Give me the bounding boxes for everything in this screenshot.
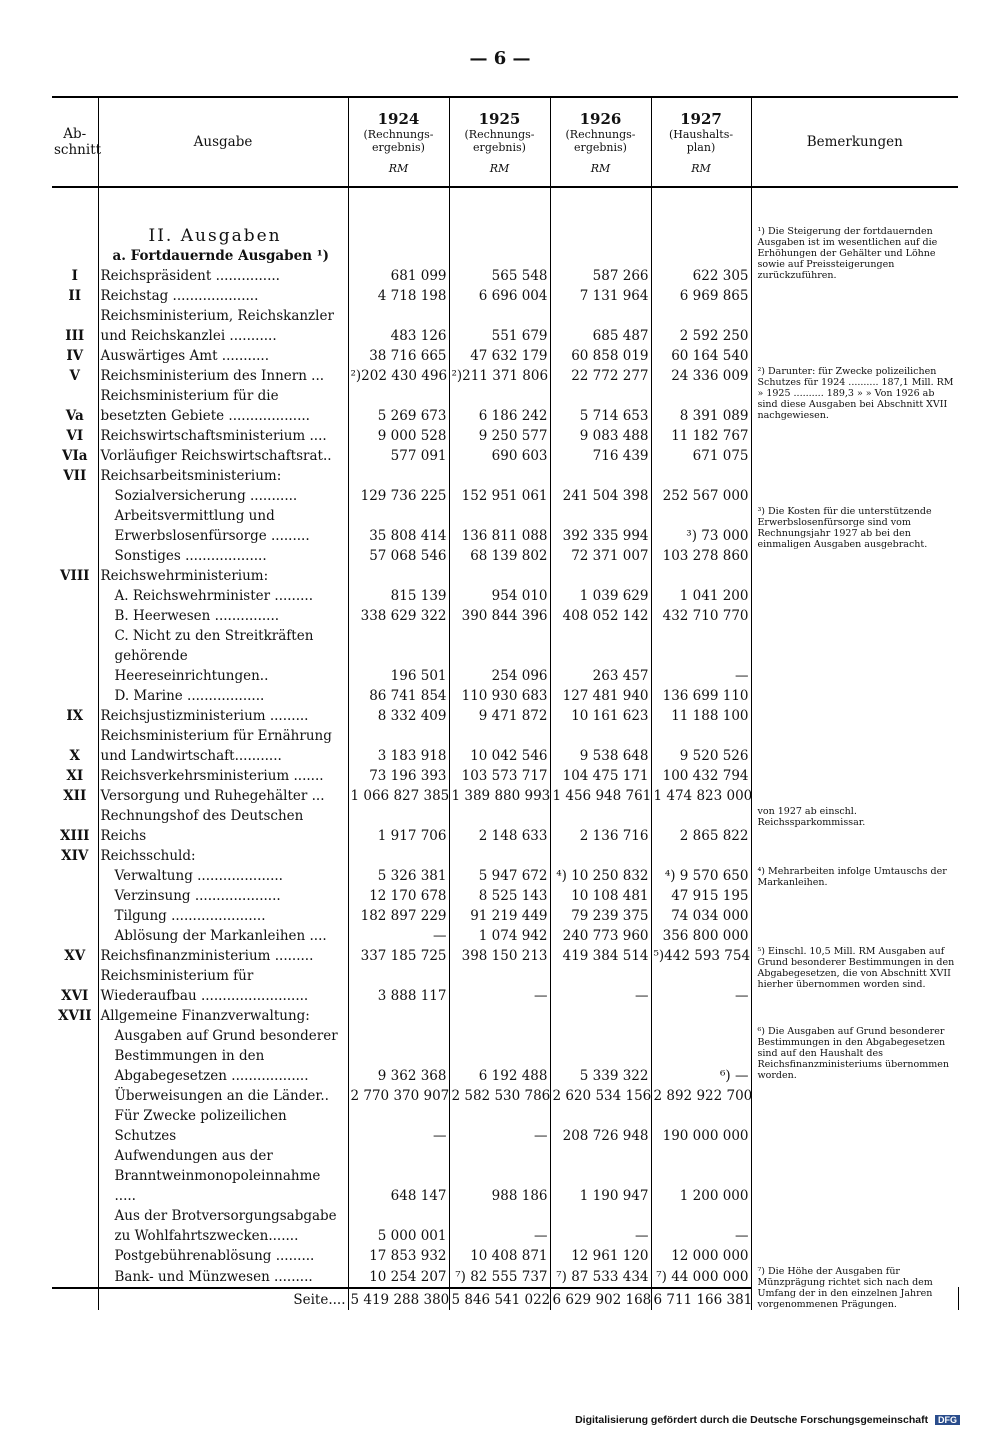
section-number: VIII (60, 568, 90, 584)
total-1925: 5 846 541 022 (449, 1288, 550, 1310)
remark-5: ⁵) Einschl. 10,5 Mill. RM Ausgaben auf Grund besonderer Bestimmungen in den Abgabegesetzen, die von Abschnitt XVII hierher übernommen worden sind. (751, 946, 958, 1026)
value-1927: 190 000 000 (651, 1106, 751, 1146)
value-1925: 91 219 449 (449, 906, 550, 926)
row-label: Vorläufiger Reichswirtschaftsrat.. (98, 446, 348, 466)
value-1924: 17 853 932 (348, 1246, 449, 1266)
value-1924: 86 741 854 (348, 686, 449, 706)
value-1927 (651, 846, 751, 866)
row-label: C. Nicht zu den Streitkräften gehörende Heereseinrichtungen.. (98, 626, 348, 686)
section-number (52, 1086, 98, 1106)
value-1924: 577 091 (348, 446, 449, 466)
value-1924: 9 000 528 (348, 426, 449, 446)
row-label: Reichsministerium für Wiederaufbau ......................... (98, 966, 348, 1006)
section-number: XIII (60, 828, 90, 844)
value-1927: 103 278 860 (651, 546, 751, 566)
remark-13: von 1927 ab einschl. Reichssparkommissar. (751, 806, 958, 846)
value-1925: 5 947 672 (449, 866, 550, 886)
section-number (52, 1146, 98, 1206)
section-number: XII (63, 788, 87, 804)
section-number (52, 886, 98, 906)
row-label: Arbeitsvermittlung und Erwerbslosenfürsorge ......... (98, 506, 348, 546)
value-1924: ²)202 430 496 (348, 366, 449, 386)
value-1924: 73 196 393 (348, 766, 449, 786)
value-1927: 11 182 767 (651, 426, 751, 446)
value-1924: 129 736 225 (348, 486, 449, 506)
value-1927: 1 041 200 (651, 586, 751, 606)
remark-2: ²) Darunter: für Zwecke polizeilichen Schutzes für 1924 .......... 187,1 Mill. RM » 1925 .......... 189,3 » » Von 1926 ab sind diese Ausgaben bei Abschnitt XVII nachgewiesen. (751, 366, 958, 506)
row-label: Reichsministerium, Reichskanzler und Reichskanzlei ........... (98, 306, 348, 346)
value-1926: — (550, 1206, 651, 1246)
value-1927: 6 969 865 (651, 286, 751, 306)
value-1927: — (651, 966, 751, 1006)
value-1925 (449, 1006, 550, 1026)
value-1924: 815 139 (348, 586, 449, 606)
total-1924: 5 419 288 380 (348, 1288, 449, 1310)
dfg-logo: DFG (935, 1415, 960, 1425)
table-row (52, 286, 958, 306)
row-label: Aufwendungen aus der Branntweinmonopoleinnahme ..... (98, 1146, 348, 1206)
value-1926: 79 239 375 (550, 906, 651, 926)
value-1925: 954 010 (449, 586, 550, 606)
value-1924: 1 917 706 (348, 806, 449, 846)
section-number: X (69, 748, 80, 764)
value-1926: ⁷) 87 533 434 (550, 1266, 651, 1288)
value-1927: 1 200 000 (651, 1146, 751, 1206)
value-1926: 12 961 120 (550, 1246, 651, 1266)
header-year-1926: 1926 (Rechnungs- ergebnis) RM (550, 97, 651, 187)
value-1925: ⁷) 82 555 737 (449, 1266, 550, 1288)
section-number: VI (66, 428, 84, 444)
value-1924: 57 068 546 (348, 546, 449, 566)
value-1924: 8 332 409 (348, 706, 449, 726)
value-1927: 12 000 000 (651, 1246, 751, 1266)
table-row (52, 306, 958, 346)
table-row (52, 1206, 958, 1246)
section-number: VIa (61, 448, 88, 464)
value-1925: 390 844 396 (449, 606, 550, 626)
value-1925: 68 139 802 (449, 546, 550, 566)
section-number: XVII (57, 1008, 92, 1024)
row-label: Reichsministerium für Ernährung und Landwirtschaft........... (98, 726, 348, 766)
header-abschnitt: Ab- schnitt (52, 97, 98, 187)
value-1925 (449, 846, 550, 866)
table-row (52, 786, 958, 806)
value-1927: 47 915 195 (651, 886, 751, 906)
row-label: B. Heerwesen ............... (98, 606, 348, 626)
row-label: Für Zwecke polizeilichen Schutzes (98, 1106, 348, 1146)
row-label: Reichsjustizministerium ......... (98, 706, 348, 726)
section-number: XI (66, 768, 84, 784)
row-label: Verwaltung .................... (98, 866, 348, 886)
value-1926: 408 052 142 (550, 606, 651, 626)
section-number: V (69, 368, 80, 384)
section-number (52, 606, 98, 626)
value-1924: 12 170 678 (348, 886, 449, 906)
value-1925: 2 582 530 786 (449, 1086, 550, 1106)
row-label: Tilgung ...................... (98, 906, 348, 926)
value-1927: 2 592 250 (651, 306, 751, 346)
row-label: Ausgaben auf Grund besonderer Bestimmungen in den Abgabegesetzen .................. (98, 1026, 348, 1086)
value-1926: 5 339 322 (550, 1026, 651, 1086)
value-1927: ³) 73 000 (651, 506, 751, 546)
row-label: Reichswehrministerium: (98, 566, 348, 586)
row-label: A. Reichswehrminister ......... (98, 586, 348, 606)
value-1925 (449, 466, 550, 486)
value-1925: 1 389 880 993 (449, 786, 550, 806)
value-1925 (449, 566, 550, 586)
value-1926: 127 481 940 (550, 686, 651, 706)
footer-text: Digitalisierung gefördert durch die Deutsche Forschungsgemeinschaft (575, 1414, 929, 1426)
value-1924: — (348, 1106, 449, 1146)
value-1926: 392 335 994 (550, 506, 651, 546)
value-1924: 10 254 207 (348, 1266, 449, 1288)
table-row (52, 846, 958, 866)
value-1924 (348, 1006, 449, 1026)
value-1927: 60 164 540 (651, 346, 751, 366)
table-row (52, 946, 958, 966)
value-1925: 136 811 088 (449, 506, 550, 546)
section-number (52, 626, 98, 686)
value-1925: — (449, 1106, 550, 1146)
value-1925: 47 632 179 (449, 346, 550, 366)
row-label: Reichsarbeitsministerium: (98, 466, 348, 486)
total-label: Seite.... (98, 1288, 348, 1310)
row-label: Bank- und Münzwesen ......... (98, 1266, 348, 1288)
value-1927: 136 699 110 (651, 686, 751, 706)
value-1925: — (449, 966, 550, 1006)
value-1927: — (651, 626, 751, 686)
footer-credit (575, 1414, 960, 1426)
value-1924: 1 066 827 385 (348, 786, 449, 806)
expenditure-table (52, 96, 958, 1310)
section-number (52, 866, 98, 886)
header-year-1927: 1927 (Haushalts- plan) RM (651, 97, 751, 187)
value-1926: 72 371 007 (550, 546, 651, 566)
value-1924 (348, 566, 449, 586)
value-1926 (550, 846, 651, 866)
value-1924: 2 770 370 907 (348, 1086, 449, 1106)
row-label: Reichsfinanzministerium ......... (98, 946, 348, 966)
table-row (52, 366, 958, 386)
section-number: I (71, 268, 78, 284)
value-1925: 565 548 (449, 266, 550, 286)
value-1927: 74 034 000 (651, 906, 751, 926)
value-1924: 681 099 (348, 266, 449, 286)
value-1925: 988 186 (449, 1146, 550, 1206)
value-1925: 10 042 546 (449, 726, 550, 766)
table-row (52, 1266, 958, 1288)
row-label: Reichsschuld: (98, 846, 348, 866)
row-label: Reichsministerium für die besetzten Gebiete ................... (98, 386, 348, 426)
value-1927: ⁵)442 593 754 (651, 946, 751, 966)
value-1926: 1 190 947 (550, 1146, 651, 1206)
value-1925: 6 186 242 (449, 386, 550, 426)
section-number (52, 1026, 98, 1086)
table-row (52, 926, 958, 946)
section-number (52, 686, 98, 706)
value-1925: 152 951 061 (449, 486, 550, 506)
row-label: D. Marine .................. (98, 686, 348, 706)
header-ausgabe: Ausgabe (98, 97, 348, 187)
table-row (52, 346, 958, 366)
value-1925: 1 074 942 (449, 926, 550, 946)
value-1924: 5 000 001 (348, 1206, 449, 1246)
section-number: XIV (61, 848, 89, 864)
value-1927: 356 800 000 (651, 926, 751, 946)
row-label: Aus der Brotversorgungsabgabe zu Wohlfahrtszwecken....... (98, 1206, 348, 1246)
value-1926: 1 456 948 761 (550, 786, 651, 806)
value-1924 (348, 846, 449, 866)
value-1925: 6 192 488 (449, 1026, 550, 1086)
value-1924: 483 126 (348, 306, 449, 346)
value-1926 (550, 1006, 651, 1026)
row-label: Ablösung der Markanleihen .... (98, 926, 348, 946)
value-1925: 110 930 683 (449, 686, 550, 706)
table-row (52, 1026, 958, 1086)
value-1925: 9 250 577 (449, 426, 550, 446)
value-1926: 419 384 514 (550, 946, 651, 966)
section-number: VII (63, 468, 87, 484)
value-1926: 9 083 488 (550, 426, 651, 446)
row-label: Reichswirtschaftsministerium .... (98, 426, 348, 446)
remark-7: ⁷) Die Höhe der Ausgaben für Münzprägung richtet sich nach dem Umfang der in den einzelnen Jahren vorgenommenen Prägungen. (751, 1266, 958, 1310)
value-1924: 3 888 117 (348, 966, 449, 1006)
section-number (52, 1206, 98, 1246)
table-row (52, 606, 958, 626)
value-1927: 11 188 100 (651, 706, 751, 726)
header-bemerkungen: Bemerkungen (751, 97, 958, 187)
value-1926: 716 439 (550, 446, 651, 466)
value-1926: 9 538 648 (550, 726, 651, 766)
value-1926: 1 039 629 (550, 586, 651, 606)
value-1926: 60 858 019 (550, 346, 651, 366)
value-1926 (550, 566, 651, 586)
value-1926 (550, 466, 651, 486)
value-1926: 685 487 (550, 306, 651, 346)
value-1927: 24 336 009 (651, 366, 751, 386)
header-year-1925: 1925 (Rechnungs- ergebnis) RM (449, 97, 550, 187)
table-row (52, 766, 958, 786)
value-1926: 241 504 398 (550, 486, 651, 506)
page-number: — 6 — (469, 48, 531, 69)
value-1925: 9 471 872 (449, 706, 550, 726)
value-1924: — (348, 926, 449, 946)
remark-1: ¹) Die Steigerung der fortdauernden Ausgaben ist im wesentlichen auf die Erhöhungen der Gehälter und Löhne sowie auf Preissteigerungen zurückzuführen. (751, 226, 958, 286)
total-1927: 6 711 166 381 (651, 1288, 751, 1310)
section-number: Va (65, 408, 84, 424)
value-1926: ⁴) 10 250 832 (550, 866, 651, 886)
row-label: Versorgung und Ruhegehälter ... (98, 786, 348, 806)
value-1925: 551 679 (449, 306, 550, 346)
total-1926: 6 629 902 168 (550, 1288, 651, 1310)
value-1927 (651, 466, 751, 486)
value-1926: 7 131 964 (550, 286, 651, 306)
row-label: Auswärtiges Amt ........... (98, 346, 348, 366)
value-1925: 690 603 (449, 446, 550, 466)
value-1926: 22 772 277 (550, 366, 651, 386)
value-1924: 337 185 725 (348, 946, 449, 966)
section-number (52, 1246, 98, 1266)
value-1926: 104 475 171 (550, 766, 651, 786)
value-1924: 9 362 368 (348, 1026, 449, 1086)
row-label: Reichspräsident ............... (98, 266, 348, 286)
value-1926: 2 136 716 (550, 806, 651, 846)
value-1925: 8 525 143 (449, 886, 550, 906)
table-row (52, 506, 958, 546)
value-1926: 10 161 623 (550, 706, 651, 726)
value-1927: 432 710 770 (651, 606, 751, 626)
remark-3: ³) Die Kosten für die unterstützende Erwerbslosenfürsorge sind vom Rechnungsjahr 1927 ab bei den einmaligen Ausgaben ausgebracht. (751, 506, 958, 586)
value-1924: 5 326 381 (348, 866, 449, 886)
value-1925: 6 696 004 (449, 286, 550, 306)
table-row (52, 726, 958, 766)
section-number (52, 546, 98, 566)
value-1927: 100 432 794 (651, 766, 751, 786)
value-1924: 5 269 673 (348, 386, 449, 426)
subsection-title: a. Fortdauernde Ausgaben ¹) (98, 246, 348, 266)
value-1927 (651, 566, 751, 586)
table-row (52, 906, 958, 926)
section-number (52, 1266, 98, 1288)
value-1925: ²)211 371 806 (449, 366, 550, 386)
value-1924: 648 147 (348, 1146, 449, 1206)
value-1927: 2 892 922 700 (651, 1086, 751, 1106)
table-row (52, 626, 958, 686)
value-1925: 398 150 213 (449, 946, 550, 966)
section-number (52, 1106, 98, 1146)
value-1926: 5 714 653 (550, 386, 651, 426)
section-number (52, 486, 98, 506)
value-1924: 338 629 322 (348, 606, 449, 626)
value-1925: 103 573 717 (449, 766, 550, 786)
row-label: Postgebührenablösung ......... (98, 1246, 348, 1266)
value-1924: 35 808 414 (348, 506, 449, 546)
section-number (52, 586, 98, 606)
value-1927: 252 567 000 (651, 486, 751, 506)
remark-4: ⁴) Mehrarbeiten infolge Umtauschs der Markanleihen. (751, 866, 958, 906)
section-number: IV (66, 348, 84, 364)
value-1926: 240 773 960 (550, 926, 651, 946)
value-1926: 208 726 948 (550, 1106, 651, 1146)
remark-6: ⁶) Die Ausgaben auf Grund besonderer Bestimmungen in den Abgabegesetzen sind auf den Haushalt des Reichsfinanzministeriums übernommen worden. (751, 1026, 958, 1206)
table-row (52, 806, 958, 846)
value-1927: ⁷) 44 000 000 (651, 1266, 751, 1288)
row-label: Rechnungshof des Deutschen Reichs (98, 806, 348, 846)
value-1925: 254 096 (449, 626, 550, 686)
value-1926: 587 266 (550, 266, 651, 286)
section-number (52, 906, 98, 926)
value-1925: 2 148 633 (449, 806, 550, 846)
row-label: Sozialversicherung ........... (98, 486, 348, 506)
value-1926: 10 108 481 (550, 886, 651, 906)
value-1926: — (550, 966, 651, 1006)
value-1924: 182 897 229 (348, 906, 449, 926)
row-label: Reichsministerium des Innern ... (98, 366, 348, 386)
value-1924: 4 718 198 (348, 286, 449, 306)
value-1927: 2 865 822 (651, 806, 751, 846)
value-1927: 8 391 089 (651, 386, 751, 426)
row-label: Verzinsung .................... (98, 886, 348, 906)
value-1924: 38 716 665 (348, 346, 449, 366)
value-1924: 3 183 918 (348, 726, 449, 766)
section-heading-row (52, 226, 958, 246)
value-1926: 263 457 (550, 626, 651, 686)
value-1927: 622 305 (651, 266, 751, 286)
row-label: Allgemeine Finanzverwaltung: (98, 1006, 348, 1026)
row-label: Sonstiges ................... (98, 546, 348, 566)
row-label: Überweisungen an die Länder.. (98, 1086, 348, 1106)
value-1927: 1 474 823 000 (651, 786, 751, 806)
value-1925: — (449, 1206, 550, 1246)
section-number: XV (64, 948, 86, 964)
value-1924 (348, 466, 449, 486)
section-number: II (68, 288, 82, 304)
value-1926: 2 620 534 156 (550, 1086, 651, 1106)
value-1927 (651, 1006, 751, 1026)
section-number (52, 926, 98, 946)
section-number: XVI (61, 988, 89, 1004)
value-1927: ⁴) 9 570 650 (651, 866, 751, 886)
table-row (52, 1246, 958, 1266)
table-row (52, 706, 958, 726)
value-1927: 671 075 (651, 446, 751, 466)
section-title: II. Ausgaben (98, 226, 348, 246)
section-number: IX (66, 708, 84, 724)
table-row (52, 586, 958, 606)
table-row (52, 866, 958, 886)
header-year-1924: 1924 (Rechnungs- ergebnis) RM (348, 97, 449, 187)
value-1925: 10 408 871 (449, 1246, 550, 1266)
row-label: Reichstag .................... (98, 286, 348, 306)
header-row (52, 97, 958, 187)
value-1924: 196 501 (348, 626, 449, 686)
value-1927: — (651, 1206, 751, 1246)
value-1927: 9 520 526 (651, 726, 751, 766)
value-1927: ⁶) — (651, 1026, 751, 1086)
table-row (52, 686, 958, 706)
section-number: III (65, 328, 85, 344)
section-number (52, 506, 98, 546)
row-label: Reichsverkehrsministerium ....... (98, 766, 348, 786)
